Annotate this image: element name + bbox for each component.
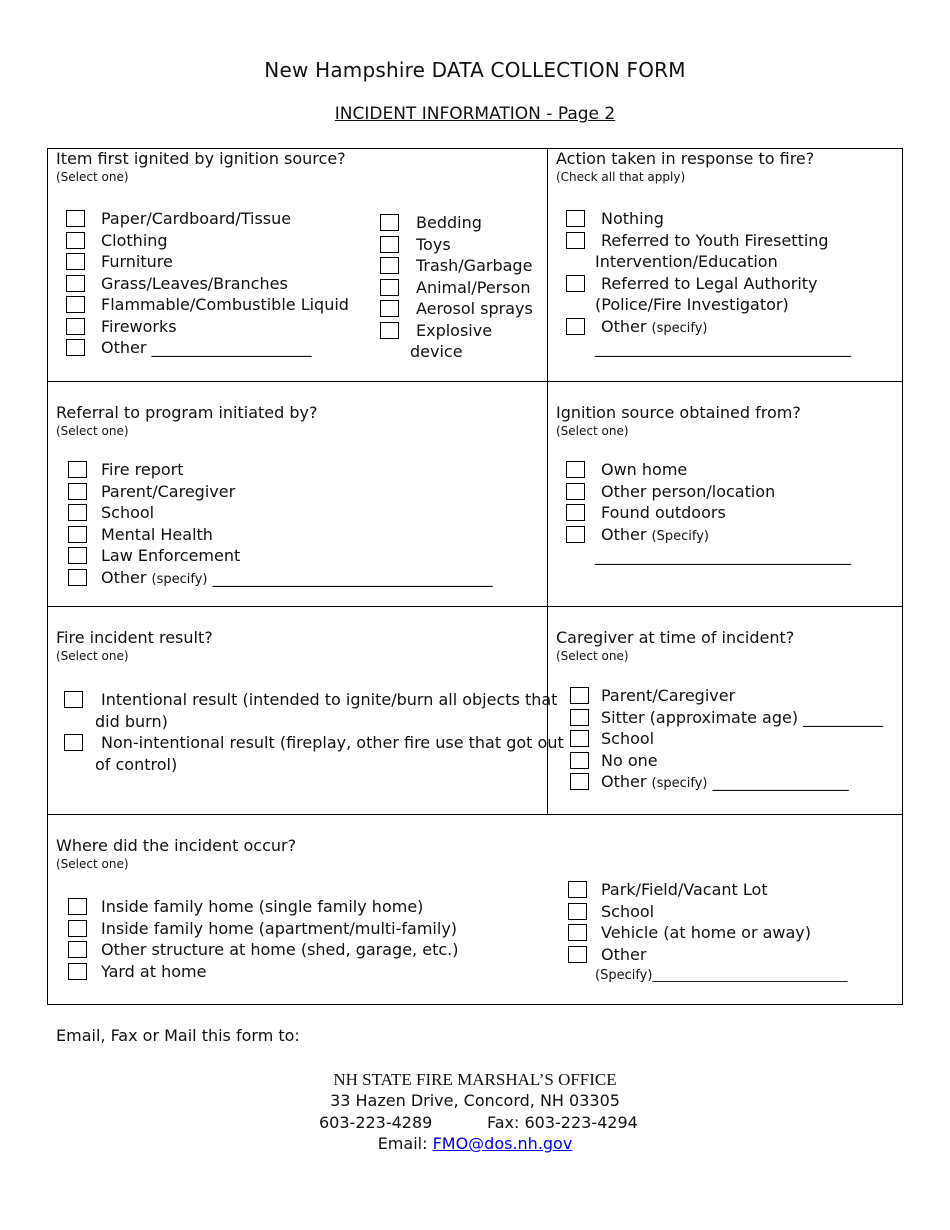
option-label-trash-garbage	[416, 256, 532, 276]
option-label-bedding	[416, 213, 482, 233]
option-label-furniture	[101, 252, 173, 272]
checkbox-nothing[interactable]	[566, 210, 585, 227]
checkbox-yard-at-home[interactable]	[68, 963, 87, 980]
checkbox-clothing[interactable]	[66, 232, 85, 249]
option-text: Other structure at home (shed, garage, etc.)	[101, 940, 459, 959]
option-text: Parent/Caregiver	[101, 481, 236, 501]
option-text: Fireworks	[101, 316, 177, 336]
instruction-fire_result: (Select one)	[56, 649, 129, 663]
option-text: School	[601, 901, 655, 921]
option-text: Other	[101, 567, 147, 587]
checkbox-grass-leaves-branches[interactable]	[66, 275, 85, 292]
checkbox-other[interactable]	[568, 946, 587, 963]
continuation-text	[595, 966, 847, 986]
option-label-yard-at-home	[101, 962, 206, 982]
option-label-found-outdoors	[601, 503, 726, 523]
option-text: Non-intentional result (fireplay, other fire use that got out	[101, 733, 564, 752]
option-note: (specify)	[151, 571, 208, 587]
option-text: Other	[601, 944, 647, 964]
option-label-parent-caregiver	[601, 686, 735, 706]
checkbox-other[interactable]	[566, 318, 585, 335]
option-text: Explosive	[416, 320, 493, 340]
checkbox-intentional-result-intended-to-ignite-burn-all-objects-that[interactable]	[64, 691, 83, 708]
option-label-other	[601, 317, 708, 339]
checkbox-school[interactable]	[68, 504, 87, 521]
option-text: Mental Health	[101, 524, 213, 544]
option-label-other	[101, 338, 312, 358]
question-item_ignited: Item first ignited by ignition source?	[56, 149, 346, 168]
continuation-text	[410, 342, 463, 362]
checkbox-parent-caregiver[interactable]	[570, 687, 589, 704]
checkbox-school[interactable]	[570, 730, 589, 747]
instruction-item_ignited: (Select one)	[56, 170, 129, 184]
instruction-caregiver: (Select one)	[556, 649, 629, 663]
office-fax: Fax: 603-223-4294	[487, 1113, 638, 1132]
option-text: Bedding	[416, 213, 482, 232]
option-label-other	[601, 525, 709, 547]
option-text: (Police/Fire Investigator)	[595, 295, 789, 314]
office-phone: 603-223-4289	[319, 1113, 433, 1132]
option-label-clothing	[101, 231, 168, 251]
option-label-animal-person	[416, 278, 531, 298]
option-label-referred-to-legal-authority	[601, 274, 818, 294]
option-text: Animal/Person	[416, 277, 531, 297]
continuation-text	[595, 252, 778, 272]
checkbox-explosive[interactable]	[380, 322, 399, 339]
option-label-vehicle-at-home-or-away	[601, 923, 811, 943]
option-label-fireworks	[101, 317, 177, 337]
option-text: Flammable/Combustible Liquid	[101, 295, 349, 314]
continuation-text	[595, 338, 851, 358]
option-text: ________________________________	[595, 546, 851, 565]
continuation-text	[595, 295, 789, 315]
option-label-intentional-result-intended-to-ignite-burn-all-objects-that	[101, 690, 557, 710]
continuation-text	[95, 712, 168, 732]
option-text: Paper/Cardboard/Tissue	[101, 209, 292, 228]
checkbox-other[interactable]	[66, 339, 85, 356]
option-text: Other	[601, 772, 647, 791]
office-address: 33 Hazen Drive, Concord, NH 03305	[330, 1091, 620, 1110]
checkbox-other[interactable]	[68, 569, 87, 586]
option-text: Law Enforcement	[101, 546, 241, 565]
option-text: ________________________________	[595, 338, 851, 357]
office-email-line	[0, 1134, 950, 1153]
option-text: Grass/Leaves/Branches	[101, 273, 288, 293]
option-note: (specify)	[651, 320, 708, 336]
option-label-mental-health	[101, 525, 213, 545]
checkbox-own-home[interactable]	[566, 461, 585, 478]
option-label-no-one	[601, 751, 658, 771]
row-divider	[48, 814, 902, 815]
email-link[interactable]: FMO@dos.nh.gov	[432, 1134, 573, 1153]
option-label-nothing	[601, 209, 664, 229]
form-title: New Hampshire DATA COLLECTION FORM	[264, 58, 686, 82]
checkbox-school[interactable]	[568, 903, 587, 920]
checkbox-parent-caregiver[interactable]	[68, 483, 87, 500]
option-note: (Specify)	[651, 528, 709, 544]
option-text: Nothing	[601, 209, 664, 228]
question-action_taken: Action taken in response to fire?	[556, 149, 815, 168]
option-text: Vehicle (at home or away)	[601, 923, 812, 942]
option-text: did burn)	[95, 711, 168, 731]
option-text: Other	[601, 316, 647, 336]
option-label-grass-leaves-branches	[101, 274, 288, 294]
checkbox-sitter-approximate-age[interactable]	[570, 709, 589, 726]
checkbox-referred-to-legal-authority[interactable]	[566, 275, 585, 292]
instruction-ignition_source: (Select one)	[556, 424, 629, 438]
checkbox-law-enforcement[interactable]	[68, 547, 87, 564]
option-label-referred-to-youth-firesetting	[601, 231, 829, 251]
option-label-other-structure-at-home-shed-garage-etc	[101, 940, 458, 960]
instruction-action_taken: (Check all that apply)	[556, 170, 686, 184]
option-text: Other ____________________	[101, 338, 312, 357]
option-label-other	[101, 568, 493, 590]
option-text: Found outdoors	[601, 503, 726, 522]
option-text: Toys	[416, 234, 451, 254]
option-label-toys	[416, 235, 451, 255]
question-fire_result: Fire incident result?	[56, 628, 213, 647]
option-label-aerosol-sprays	[416, 299, 533, 319]
option-text: device	[410, 342, 463, 361]
option-text: Trash/Garbage	[416, 256, 533, 275]
checkbox-other[interactable]	[566, 526, 585, 543]
option-text: Parent/Caregiver	[601, 686, 736, 705]
checkbox-toys[interactable]	[380, 236, 399, 253]
option-text: Own home	[601, 460, 688, 479]
option-label-other	[601, 772, 849, 794]
option-label-inside-family-home-apartment-multi-family	[101, 919, 457, 939]
option-text: Referred to Legal Authority	[601, 273, 818, 293]
instruction-location: (Select one)	[56, 857, 129, 871]
checkbox-referred-to-youth-firesetting[interactable]	[566, 232, 585, 249]
option-text: (Specify)______________________________	[595, 968, 848, 983]
option-text: Inside family home (apartment/multi-family)	[101, 918, 458, 938]
checkbox-vehicle-at-home-or-away[interactable]	[568, 924, 587, 941]
checkbox-fire-report[interactable]	[68, 461, 87, 478]
email-label: Email:	[377, 1134, 428, 1153]
option-text: of control)	[95, 754, 178, 774]
option-label-law-enforcement	[101, 546, 240, 566]
fill-in-blank[interactable]: _________________	[712, 772, 849, 791]
option-text: Fire report	[101, 460, 184, 479]
option-text: Intervention/Education	[595, 252, 778, 271]
checkbox-aerosol-sprays[interactable]	[380, 300, 399, 317]
question-caregiver: Caregiver at time of incident?	[556, 628, 795, 647]
option-label-explosive	[416, 321, 492, 341]
option-label-school	[601, 902, 654, 922]
checkbox-park-field-vacant-lot[interactable]	[568, 881, 587, 898]
option-label-park-field-vacant-lot	[601, 880, 768, 900]
option-label-other-person-location	[601, 482, 775, 502]
checkbox-inside-family-home-single-family-home[interactable]	[68, 898, 87, 915]
fill-in-blank[interactable]: ___________________________________	[212, 567, 493, 587]
continuation-text	[595, 546, 851, 566]
column-divider	[547, 149, 548, 814]
question-referral: Referral to program initiated by?	[56, 403, 318, 422]
checkbox-other-structure-at-home-shed-garage-etc[interactable]	[68, 941, 87, 958]
checkbox-bedding[interactable]	[380, 214, 399, 231]
question-ignition_source: Ignition source obtained from?	[556, 403, 801, 422]
option-text: Other person/location	[601, 481, 776, 501]
option-label-other	[601, 945, 646, 965]
row-divider	[48, 381, 902, 382]
option-text: Aerosol sprays	[416, 299, 533, 318]
option-label-school	[601, 729, 654, 749]
checkbox-found-outdoors[interactable]	[566, 504, 585, 521]
option-label-inside-family-home-single-family-home	[101, 897, 423, 917]
incident-form-table	[47, 148, 903, 1005]
checkbox-trash-garbage[interactable]	[380, 257, 399, 274]
office-name: NH STATE FIRE MARSHAL’S OFFICE	[333, 1070, 617, 1089]
option-text: Inside family home (single family home)	[101, 897, 424, 916]
option-text: Yard at home	[101, 961, 207, 981]
row-divider	[48, 606, 902, 607]
continuation-text	[95, 755, 177, 775]
checkbox-furniture[interactable]	[66, 253, 85, 270]
option-text: Intentional result (intended to ignite/burn all objects that	[101, 690, 558, 709]
option-text: Other	[601, 524, 647, 544]
checkbox-no-one[interactable]	[570, 752, 589, 769]
checkbox-inside-family-home-apartment-multi-family[interactable]	[68, 920, 87, 937]
option-label-own-home	[601, 460, 687, 480]
footer-instructions: Email, Fax or Mail this form to:	[56, 1026, 300, 1045]
option-text: No one	[601, 750, 658, 770]
checkbox-flammable-combustible-liquid[interactable]	[66, 296, 85, 313]
question-location: Where did the incident occur?	[56, 836, 297, 855]
option-text: Park/Field/Vacant Lot	[601, 880, 768, 899]
option-label-paper-cardboard-tissue	[101, 209, 291, 229]
option-label-parent-caregiver	[101, 482, 235, 502]
checkbox-non-intentional-result-fireplay-other-fire-use-that-got-out[interactable]	[64, 734, 83, 751]
checkbox-animal-person[interactable]	[380, 279, 399, 296]
option-note: (specify)	[651, 776, 708, 791]
option-label-flammable-combustible-liquid	[101, 295, 349, 315]
option-text: Furniture	[101, 252, 173, 271]
option-text: Sitter (approximate age) __________	[601, 707, 884, 727]
option-text: School	[601, 729, 655, 748]
option-text: School	[101, 503, 155, 522]
option-label-fire-report	[101, 460, 184, 480]
option-label-school	[101, 503, 154, 523]
checkbox-other[interactable]	[570, 773, 589, 790]
page-subtitle	[0, 104, 950, 124]
checkbox-other-person-location[interactable]	[566, 483, 585, 500]
checkbox-paper-cardboard-tissue[interactable]	[66, 210, 85, 227]
option-label-non-intentional-result-fireplay-other-fire-use-that-got-out	[101, 733, 564, 753]
instruction-referral: (Select one)	[56, 424, 129, 438]
checkbox-mental-health[interactable]	[68, 526, 87, 543]
checkbox-fireworks[interactable]	[66, 318, 85, 335]
page-subtitle-text: INCIDENT INFORMATION - Page 2	[334, 104, 616, 124]
option-label-sitter-approximate-age	[601, 708, 883, 728]
option-text: Clothing	[101, 230, 168, 250]
option-text: Referred to Youth Firesetting	[601, 230, 829, 250]
